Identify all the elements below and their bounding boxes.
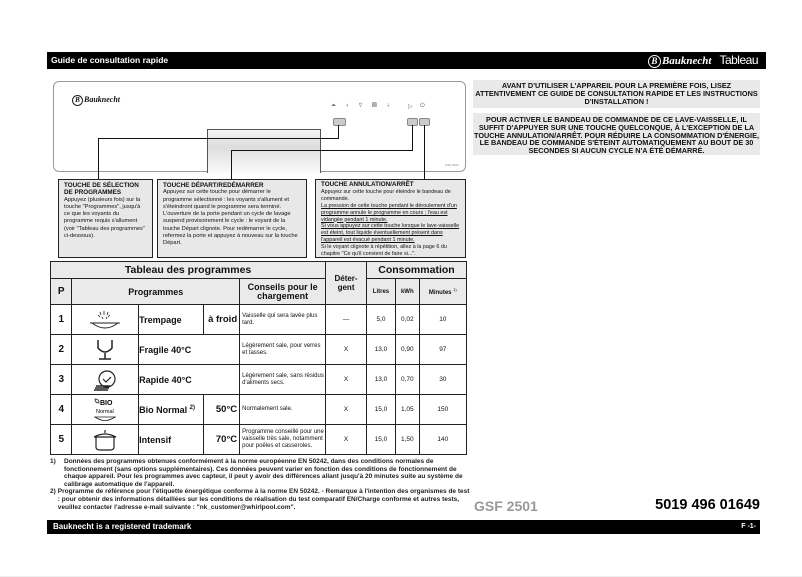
wire xyxy=(231,150,413,151)
trademark-text: Bauknecht is a registered trademark xyxy=(53,522,192,531)
first-use-notice: AVANT D'UTILISER L'APPAREIL POUR LA PREMIÈRE FOIS, LISEZ ATTENTIVEMENT CE GUIDE DE CONSULTATION RAPIDE ET LES INSTRUCTIONS D'INSTALLATION ! xyxy=(473,80,760,108)
svg-text:BIO: BIO xyxy=(100,399,113,407)
brand-b-icon: B xyxy=(648,55,661,68)
header-litres: Litres xyxy=(366,279,395,305)
table-row: 3 Rapide 40°C Légèrement sale, sans résidus d'aliments secs. X 13,0 0,70 30 xyxy=(51,365,467,395)
cancel-led-icon: ⏻ xyxy=(420,103,425,109)
table-row: 1 Trempage à froid Vaisselle qui sera lavée plus tard. — 5,0 0,02 10 xyxy=(51,305,467,335)
activation-notice: POUR ACTIVER LE BANDEAU DE COMMANDE DE CE LAVE-VAISSELLE, IL SUFFIT D'APPUYER SUR UNE TOUCHE QUELCONQUE, À L'EXCEPTION DE LA TOUCHE ANNULATION/ARRÊT. POUR RÉDUIRE LA CONSOMMATION D'ÉNERGIE, LE BANDEAU DE COMMANDE S'ÉTEINT AUTOMATIQUEMENT AU BOUT DE 30 SECONDES SI AUCUN CYCLE N'A ÉTÉ DÉMARRÉ. xyxy=(474,115,759,156)
header-title: Guide de consultation rapide xyxy=(51,55,169,65)
brand-b-icon: B xyxy=(72,95,83,106)
document-code: 5019 496 01649 xyxy=(655,497,760,513)
header-minutes: Minutes $^{1)}$ xyxy=(419,279,466,305)
svg-text:Normal: Normal xyxy=(96,408,115,415)
header-consommation: Consommation xyxy=(366,262,466,279)
section-title: Tableau xyxy=(719,53,758,67)
brand-logo xyxy=(648,52,758,69)
wire xyxy=(98,138,99,180)
selection-key-box: TOUCHE DE SÉLECTION DE PROGRAMMES Appuyez (plusieurs fois) sur la touche "Programmes", jusqu'à ce que les voyants du programme requis s'allument (voir "Tableau des programmes" ci-dessous). xyxy=(58,179,153,258)
table-row: 4 BIO Normal Bio Normal $^{2)}$ 50°C Normalement sale. X 15,0 1,05 150 xyxy=(51,395,467,425)
glass-icon xyxy=(72,335,139,365)
header-p: P xyxy=(51,279,72,305)
panel-brand-logo: B Bauknecht xyxy=(72,95,120,106)
panel-model-label: GSF 2501 xyxy=(445,163,459,167)
wire xyxy=(424,125,425,180)
table-row: 2 Fragile 40°C Légèrement sale, pour verres et tasses. X 13,0 0,90 97 xyxy=(51,335,467,365)
footnote-1: 1) Données des programmes obtenues conformément à la norme européenne EN 50242, dans des conditions normales de fonctionnement (sans options supplémentaires). Ces données peuvent varier en fonction des conditions de fonctionnement de chaque appareil. Pour les programmes avec capteur, il peut y avoir des différences allant jusqu'à 20 minutes suite au système de calibrage automatique de l'appareil. xyxy=(50,458,463,488)
program-leds: ⏶ ⍖ ⍢ ▤ ⍣ xyxy=(331,103,395,109)
bio-normal-icon xyxy=(72,395,139,425)
door-handle-recess xyxy=(207,129,321,173)
model-number: GSF 2501 xyxy=(474,498,538,514)
program-table xyxy=(50,261,467,455)
pot-icon xyxy=(72,425,139,455)
soak-icon xyxy=(72,305,139,335)
wire xyxy=(338,125,339,139)
header-bar xyxy=(47,52,466,69)
wire xyxy=(412,125,413,151)
header-kwh: kWh xyxy=(395,279,419,305)
clock-plates-icon xyxy=(72,365,139,395)
table-title: Tableau des programmes xyxy=(51,262,326,279)
footnotes xyxy=(50,458,470,511)
page-number: F -1- xyxy=(741,523,756,530)
wire xyxy=(98,138,339,139)
wire xyxy=(231,150,232,180)
header-detergent: Déter-gent xyxy=(326,262,367,305)
table-row: 5 Intensif 70°C Programme conseillé pour une vaisselle très sale, notamment pour poêles et casseroles. X 15,0 1,50 140 xyxy=(51,425,467,455)
cancel-key-box: TOUCHE ANNULATION/ARRÊT Appuyez sur cette touche pour éteindre le bandeau de commande. La pression de cette touche pendant le déroulement d'un programme annule le programme en cours ; l'eau est vidangée pendant 1 minute. Si vous appuyez sur cette touche lorsque le lave-vaisselle est éteint, tout liquide éventuellement présent dans l'appareil est évacué pendant 1 minute. Si le voyant clignote à répétition, allez à la page 6 du chapitre "Ce qu'il convient de faire si...". xyxy=(315,179,466,258)
footnote-2: 2) Programme de référence pour l'étiquette énergétique conforme à la norme EN 50242. - Remarque à l'intention des organismes de test : pour obtenir des informations détaillées sur les conditions de réalisation du test comparatif EN/Charge conforme et autres tests, veuillez contacter l'adresse e-mail suivante : "nk_customer@whirlpool.com". xyxy=(50,488,470,511)
start-key-box: TOUCHE DÉPART/REDÉMARRER Appuyez sur cette touche pour démarrer le programme sélectionné : les voyants s'allument et s'éteindront quand le programme sera terminé. L'ouverture de la porte pendant un cycle de lavage suspend provisoirement le cycle : le voyant de la touche Départ clignote. Pour redémarrer le cycle, refermez la porte et appuyez à nouveau sur la touche Départ. xyxy=(157,179,307,258)
programmes-button[interactable] xyxy=(333,118,346,126)
header-conseils: Conseils pour le chargement xyxy=(240,279,326,305)
brand-name: Bauknecht xyxy=(661,55,712,67)
start-led-icon: ▷ xyxy=(408,104,413,110)
footer-bar xyxy=(47,520,760,534)
header-programmes: Programmes xyxy=(72,279,240,305)
